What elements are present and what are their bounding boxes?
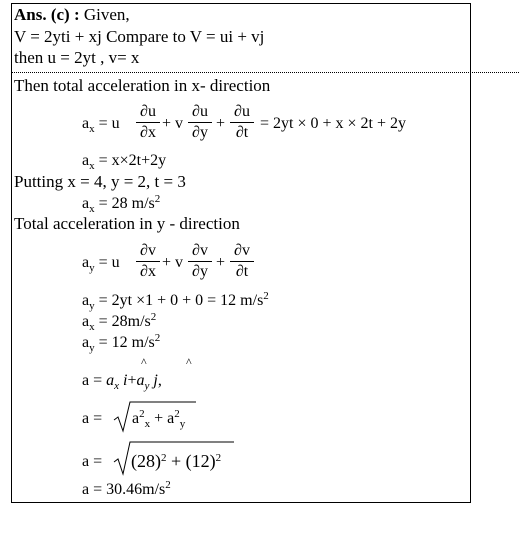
ax-a: a (82, 115, 90, 132)
sqrt-content-2 (131, 451, 221, 471)
ay-sub: y (89, 300, 95, 312)
y-sub: y (179, 418, 186, 430)
ay-expression (82, 291, 269, 311)
ax-sub: x (89, 321, 95, 333)
magnitude-numeric-lhs (82, 452, 102, 472)
equals: = (93, 453, 103, 470)
ax-sub: x (89, 203, 95, 215)
ax-a: a (82, 195, 90, 212)
magnitude-lhs (82, 409, 102, 429)
frac-num: ∂u (234, 103, 250, 120)
ay-term: a (136, 372, 145, 389)
ay-sub: y (89, 342, 95, 354)
ay-sub: y (89, 262, 95, 274)
header-line-1 (14, 5, 130, 25)
ay-plus-v: + v (162, 254, 184, 271)
ax-a: a (82, 152, 90, 169)
j-hat: ^ (186, 355, 192, 369)
ax-value (82, 194, 160, 214)
header-line-3: then u = 2yt , v= x (14, 48, 140, 67)
square: 2 (154, 193, 161, 205)
x-direction-title: Then total acceleration in x- direction (14, 76, 271, 95)
ax-rhs: = 2yt × 0 + x × 2t + 2y (260, 115, 407, 132)
frac-den: ∂x (140, 124, 156, 141)
comma: , (157, 372, 162, 389)
value-28: (28) (131, 451, 161, 471)
ax-final (82, 312, 156, 332)
frac-den: ∂t (235, 263, 249, 280)
ax-val: = 28 m/s (98, 195, 155, 212)
dvdx-fraction (136, 242, 160, 281)
ax-plus: + (216, 115, 226, 132)
frac-num: ∂u (140, 103, 156, 120)
ax-sub: x (89, 160, 95, 172)
ax-expression (82, 151, 166, 171)
dudy-fraction (188, 103, 212, 142)
square: 2 (263, 290, 269, 302)
ay-label (82, 253, 120, 273)
a-symbol: a (82, 372, 90, 389)
frac-den: ∂y (192, 263, 208, 280)
putting-values: Putting x = 4, y = 2, t = 3 (14, 172, 186, 191)
equals: = (93, 372, 103, 389)
final-value: a = 30.46m/s (82, 481, 166, 498)
frac-num: ∂v (140, 242, 156, 259)
i-hat: ^ (141, 355, 147, 369)
plus: + (150, 410, 168, 427)
ax-term: a (132, 410, 140, 427)
ax-term: a (106, 372, 115, 389)
frac-num: ∂v (192, 242, 208, 259)
ay-eq-u: = u (98, 254, 120, 271)
dotted-divider (11, 72, 519, 73)
final-result (82, 480, 171, 500)
ay-a: a (82, 292, 90, 309)
ax-sub: x (114, 380, 120, 392)
square: 2 (165, 479, 171, 491)
sqrt-content-1 (132, 409, 185, 429)
given-text: Given, (83, 5, 130, 24)
ax-eq-u: = u (98, 115, 120, 132)
ax-sub: x (89, 123, 95, 135)
square: 2 (154, 332, 161, 344)
vector-a (82, 371, 162, 391)
frac-den: ∂x (140, 263, 156, 280)
equals: = (93, 410, 103, 427)
frac-num: ∂u (192, 103, 208, 120)
j-unit: j (153, 372, 158, 389)
square: 2 (150, 311, 157, 323)
y-direction-title: Total acceleration in y - direction (14, 214, 240, 233)
plus: + (127, 372, 137, 389)
ax-plus-v: + v (162, 115, 184, 132)
x-sub: x (144, 418, 151, 430)
dvdt-fraction (230, 242, 254, 281)
square: 2 (161, 452, 167, 464)
ay-plus: + (216, 254, 226, 271)
a-symbol: a (82, 410, 90, 427)
ay-term: a (167, 410, 175, 427)
ax-a: a (82, 313, 90, 330)
i-unit: i (123, 372, 128, 389)
ay-a: a (82, 334, 90, 351)
ay-a: a (82, 254, 90, 271)
answer-label: Ans. (c) : (14, 5, 80, 24)
square: 2 (139, 408, 145, 420)
ay-final-val: = 12 m/s (98, 334, 155, 351)
ax-final-val: = 28m/s (98, 313, 151, 330)
frac-den: ∂y (192, 124, 208, 141)
dvdy-fraction (188, 242, 212, 281)
a-symbol: a (82, 453, 90, 470)
value-12: (12) (185, 451, 216, 471)
header-line-2: V = 2yti + xj Compare to V = ui + vj (14, 27, 265, 46)
dudt-fraction (230, 103, 254, 142)
square: 2 (174, 408, 180, 420)
frac-den: ∂t (235, 124, 249, 141)
ax-expr: = x×2t+2y (98, 152, 167, 169)
square: 2 (215, 452, 222, 464)
ay-final (82, 333, 160, 353)
plus: + (171, 451, 182, 471)
ay-sub: y (144, 380, 150, 392)
ay-expr: = 2yt ×1 + 0 + 0 = 12 m/s (98, 292, 264, 309)
dudx-fraction (136, 103, 160, 142)
ax-label (82, 114, 120, 134)
frac-num: ∂v (234, 242, 250, 259)
